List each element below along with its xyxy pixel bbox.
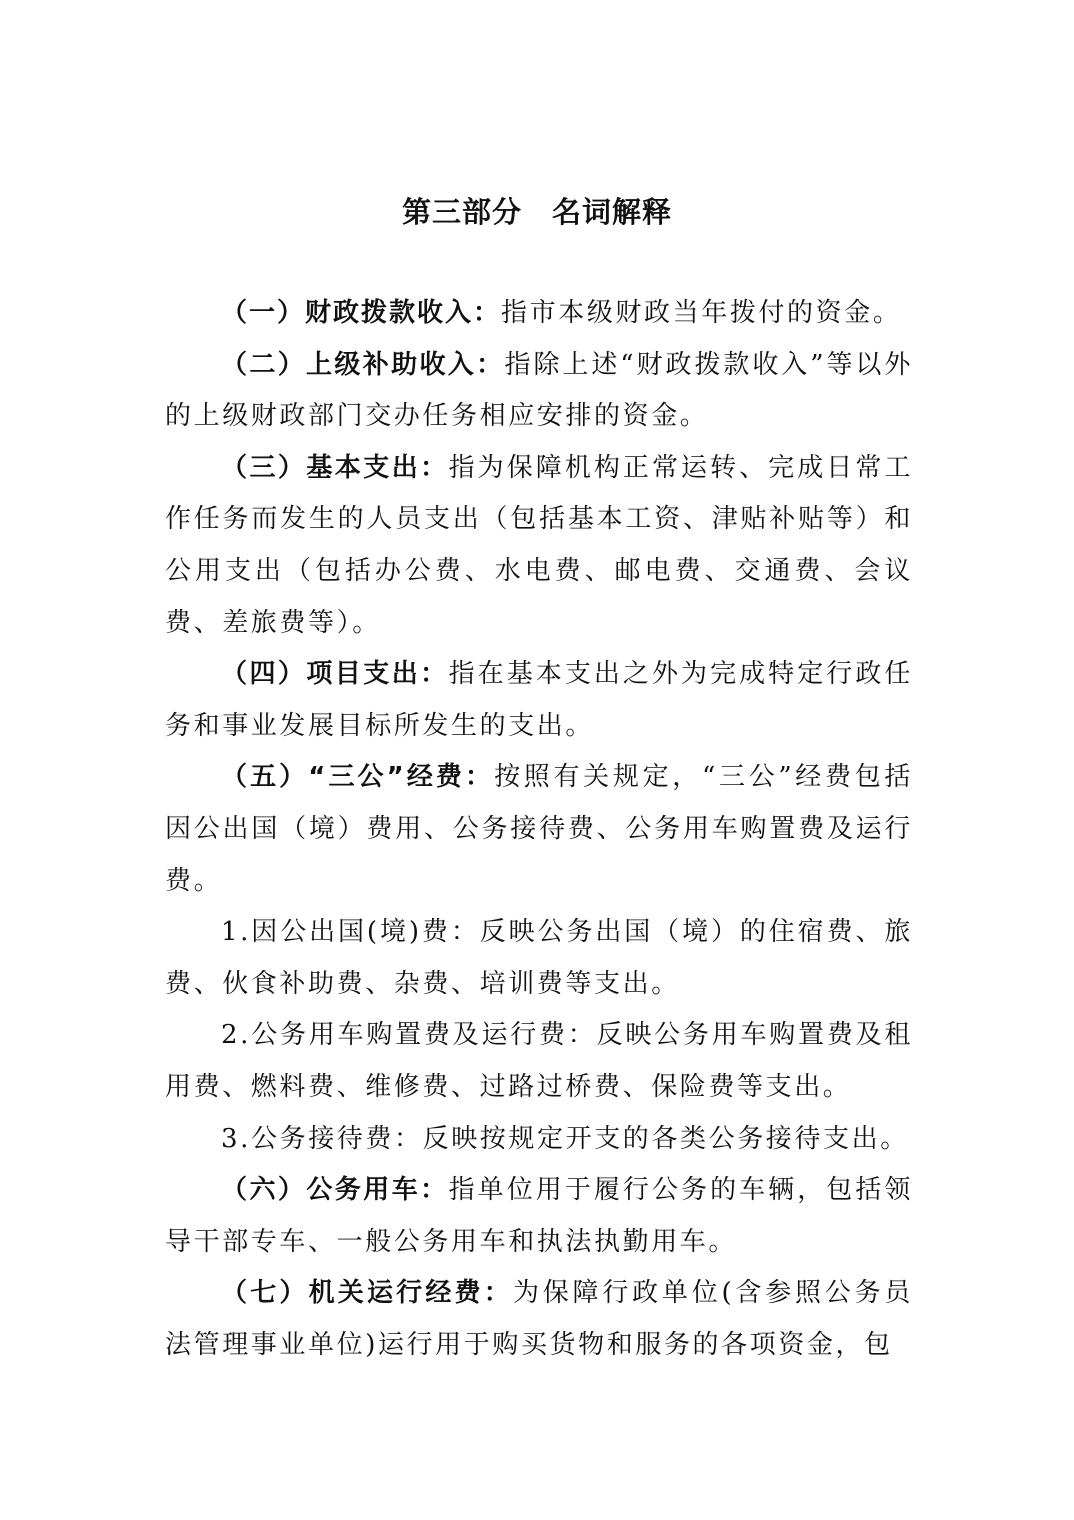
glossary-definition: 指在基本支出之外为完成特定行政任务和事业发展目标所发生的支出。 bbox=[165, 659, 913, 741]
glossary-definition: 指除上述“财政拨款收入”等以外的上级财政部门交办任务相应安排的资金。 bbox=[165, 349, 913, 432]
glossary-item-official-vehicles bbox=[165, 1165, 913, 1268]
glossary-definition: 1.因公出国(境)费：反映公务出国（境）的住宿费、旅费、伙食补助费、杂费、培训费等支出。 bbox=[165, 917, 913, 999]
glossary-item-fiscal-appropriation bbox=[165, 288, 913, 340]
glossary-definition: 2.公务用车购置费及运行费：反映公务用车购置费及租用费、燃料费、维修费、过路过桥费、保险费等支出。 bbox=[165, 1020, 913, 1102]
glossary-definition: 按照有关规定，“三公”经费包括因公出国（境）费用、公务接待费、公务用车购置费及运行费。 bbox=[165, 762, 913, 896]
glossary-definition: 指单位用于履行公务的车辆，包括领导干部专车、一般公务用车和执法执勤用车。 bbox=[165, 1175, 913, 1257]
glossary-definition: 指为保障机构正常运转、完成日常工作任务而发生的人员支出（包括基本工资、津贴补贴等）和公用支出（包括办公费、水电费、邮电费、交通费、会议费、差旅费等）。 bbox=[165, 452, 913, 638]
glossary-subitem-overseas-travel bbox=[165, 907, 913, 1010]
glossary-definition: 指市本级财政当年拨付的资金。 bbox=[501, 298, 902, 328]
glossary-definition: 为保障行政单位(含参照公务员法管理事业单位)运行用于购买货物和服务的各项资金，包 bbox=[165, 1278, 913, 1360]
glossary-subitem-reception-costs bbox=[165, 1114, 913, 1166]
glossary-term: （三）基本支出： bbox=[221, 452, 449, 483]
glossary-item-operating-funds bbox=[165, 1268, 913, 1371]
glossary-item-three-public-expenses bbox=[165, 752, 913, 907]
glossary-term: （一）财政拨款收入： bbox=[221, 298, 502, 328]
glossary-item-basic-expenditure bbox=[165, 443, 913, 649]
glossary-term: （五）“三公”经费： bbox=[221, 762, 495, 793]
page-title: 第三部分 名词解释 bbox=[401, 195, 672, 229]
glossary-item-superior-subsidy bbox=[165, 340, 913, 443]
glossary-body bbox=[165, 288, 913, 1371]
glossary-term: （二）上级补助收入： bbox=[221, 349, 505, 380]
glossary-subitem-vehicle-costs bbox=[165, 1010, 913, 1113]
glossary-definition: 3.公务接待费：反映按规定开支的各类公务接待支出。 bbox=[221, 1123, 909, 1154]
glossary-item-project-expenditure bbox=[165, 649, 913, 752]
glossary-term: （七）机关运行经费： bbox=[221, 1278, 513, 1309]
glossary-term: （六）公务用车： bbox=[221, 1175, 449, 1206]
glossary-term: （四）项目支出： bbox=[221, 659, 449, 690]
